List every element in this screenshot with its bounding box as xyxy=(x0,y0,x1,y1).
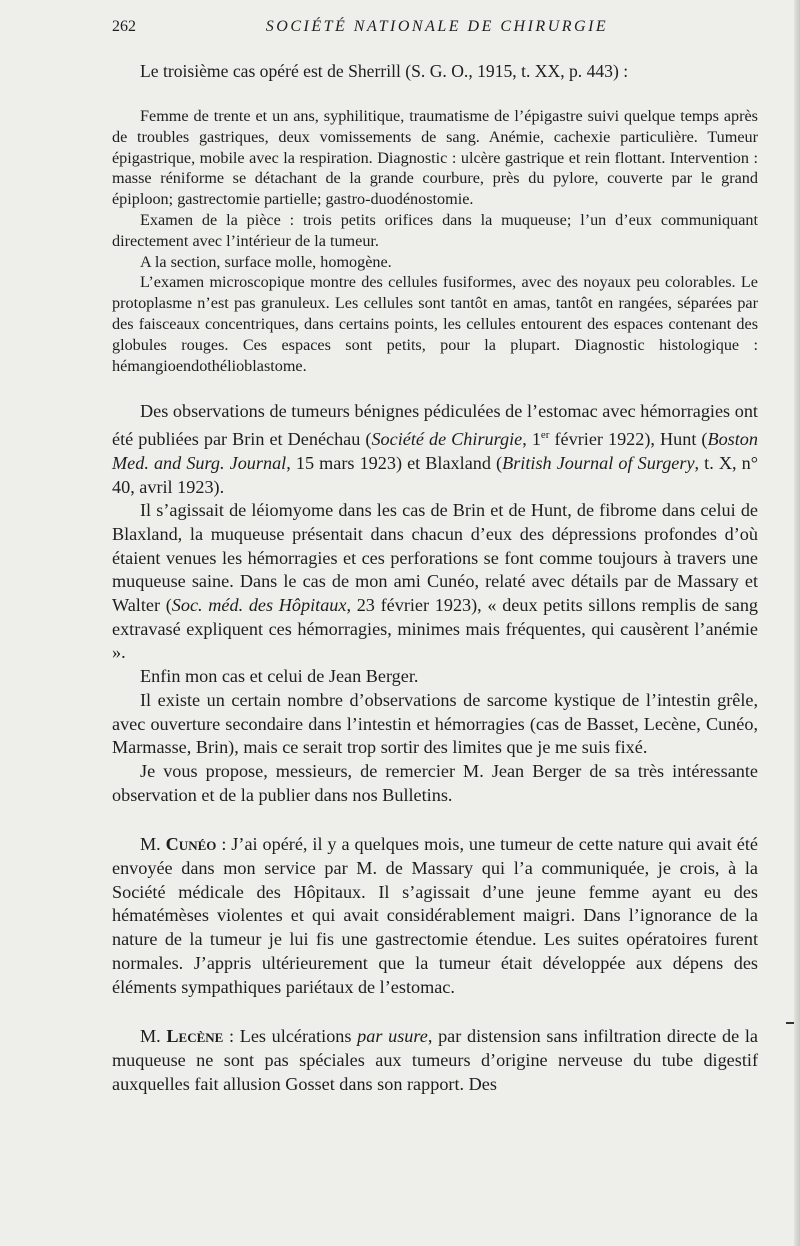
page-number: 262 xyxy=(112,18,136,35)
case-paragraph: L’examen microscopique montre des cellules fusiformes, avec des noyaux peu colorables. Le protoplasme n’est pas granuleux. Les cellules sont tantôt en amas, tantôt en rangées, séparées par des faisceaux concentriques, dans certains points, les cellules entourent des espaces contenant des globules rouges. Ces espaces sont petits, pour la plupart. Diagnostic histologique : hémangioendothélioblastome. xyxy=(112,273,758,375)
speaker-prefix: M. xyxy=(140,834,166,855)
body-paragraph: Je vous propose, messieurs, de remercier M. Jean Berger de sa très intéressante observation et de la publier dans nos Bulletins. xyxy=(112,760,758,805)
case-report xyxy=(112,106,758,376)
citation-italic: Soc. méd. des Hôpitaux xyxy=(171,595,347,616)
page-header xyxy=(112,14,762,42)
body-paragraph xyxy=(112,400,758,499)
page-body xyxy=(112,56,758,1096)
text-run: février 1922), Hunt ( xyxy=(549,429,708,450)
case-intro: Le troisième cas opéré est de Sherrill (S. G. O., 1915, t. XX, p. 443) : xyxy=(140,61,629,81)
speech-text: : Les ulcérations xyxy=(223,1026,358,1047)
speech-lecene xyxy=(112,1025,758,1096)
case-paragraph: A la section, surface molle, homogène. xyxy=(140,252,392,271)
text-run: , 1 xyxy=(522,429,541,450)
case-paragraph: Femme de trente et un ans, syphilitique, traumatisme de l’épigastre suivi quelque temps après de troubles gastriques, deux vomissements de sang. Anémie, cachexie particulière. Tumeur épigastrique, mobile avec la respiration. Diagnostic : ulcère gastrique et rein flottant. Intervention : masse réniforme se détachant de la grande courbure, près du pylore, couverte par le grand épiploon; gastrectomie partielle; gastro-duodénostomie. xyxy=(112,107,758,209)
citation-italic: Boston Med. and Surg. Journal xyxy=(112,429,758,473)
citation-italic: Société de Chirurgie xyxy=(371,429,523,450)
case-paragraph: Examen de la pièce : trois petits orifices dans la muqueuse; l’un d’eux communiquant directement avec l’intérieur de la tumeur. xyxy=(112,210,758,250)
speech-paragraph xyxy=(112,1025,758,1096)
speaker-prefix: M. xyxy=(140,1026,167,1047)
scan-edge-shadow xyxy=(794,0,800,1246)
report-text xyxy=(112,400,758,807)
citation-italic: British Journal of Surgery xyxy=(502,452,695,473)
speech-paragraph xyxy=(112,833,758,999)
text-run: , t. X, n° 40, avril 1923). xyxy=(112,452,758,497)
body-paragraph xyxy=(112,499,758,665)
text-run: Il s’agissait de léiomyome dans les cas de Brin et de Hunt, de fibrome dans celui de Blaxland, la muqueuse présentait dans chacun d’eux des dépressions profondes d’où étaient venues les hémorragies et ces perforations se font comme toujours à travers une muqueuse saine. Dans le cas de mon ami Cunéo, relaté avec détails par de Massary et Walter ( xyxy=(112,500,758,616)
speech-cuneo xyxy=(112,833,758,999)
speech-text: , par distension sans infiltration directe de la muqueuse ne sont pas spéciales aux tumeurs d’origine nerveuse du tube digestif auxquelles fait allusion Gosset dans son rapport. Des xyxy=(112,1026,759,1094)
speaker-name: Lecène xyxy=(166,1026,224,1047)
text-run: Des observations de tumeurs bénignes pédiculées de l’estomac avec hémorragies ont été publiées par Brin et Denéchau ( xyxy=(112,401,758,450)
text-run: , 15 mars 1923) et Blaxland ( xyxy=(286,452,503,473)
body-paragraph: Il existe un certain nombre d’observations de sarcome kystique de l’intestin grêle, avec ouverture secondaire dans l’intestin et hémorragies (cas de Basset, Lecène, Cunéo, Marmasse, Brin), mais ce serait trop sortir des limites que je me suis fixé. xyxy=(112,689,758,758)
speech-text: : J’ai opéré, il y a quelques mois, une tumeur de cette nature qui avait été envoyée dans mon service par M. de Massary qui l’a communiquée, je crois, à la Société médicale des Hôpitaux. Il s’agissait d’une jeune femme ayant eu des hématémèses violentes et qui avait considérablement maigri. Dans l’ignorance de la nature de la tumeur je lui fis une gastrectomie étendue. Les suites opératoires furent normales. J’appris ultérieurement que la tumeur était développée aux dépens des éléments sympathiques pariétaux de l’estomac. xyxy=(112,834,759,997)
running-title: SOCIÉTÉ NATIONALE DE CHIRURGIE xyxy=(265,18,609,35)
text-run: , 23 février 1923), « deux petits sillons remplis de sang extravasé expliquent ces hémorragies, minimes mais fréquentes, qui causèrent l’anémie ». xyxy=(112,595,759,663)
body-paragraph: Enfin mon cas et celui de Jean Berger. xyxy=(140,666,419,687)
superscript: er xyxy=(540,429,550,442)
italic-term: par usure xyxy=(357,1026,428,1047)
speaker-name: Cunéo xyxy=(165,834,217,855)
